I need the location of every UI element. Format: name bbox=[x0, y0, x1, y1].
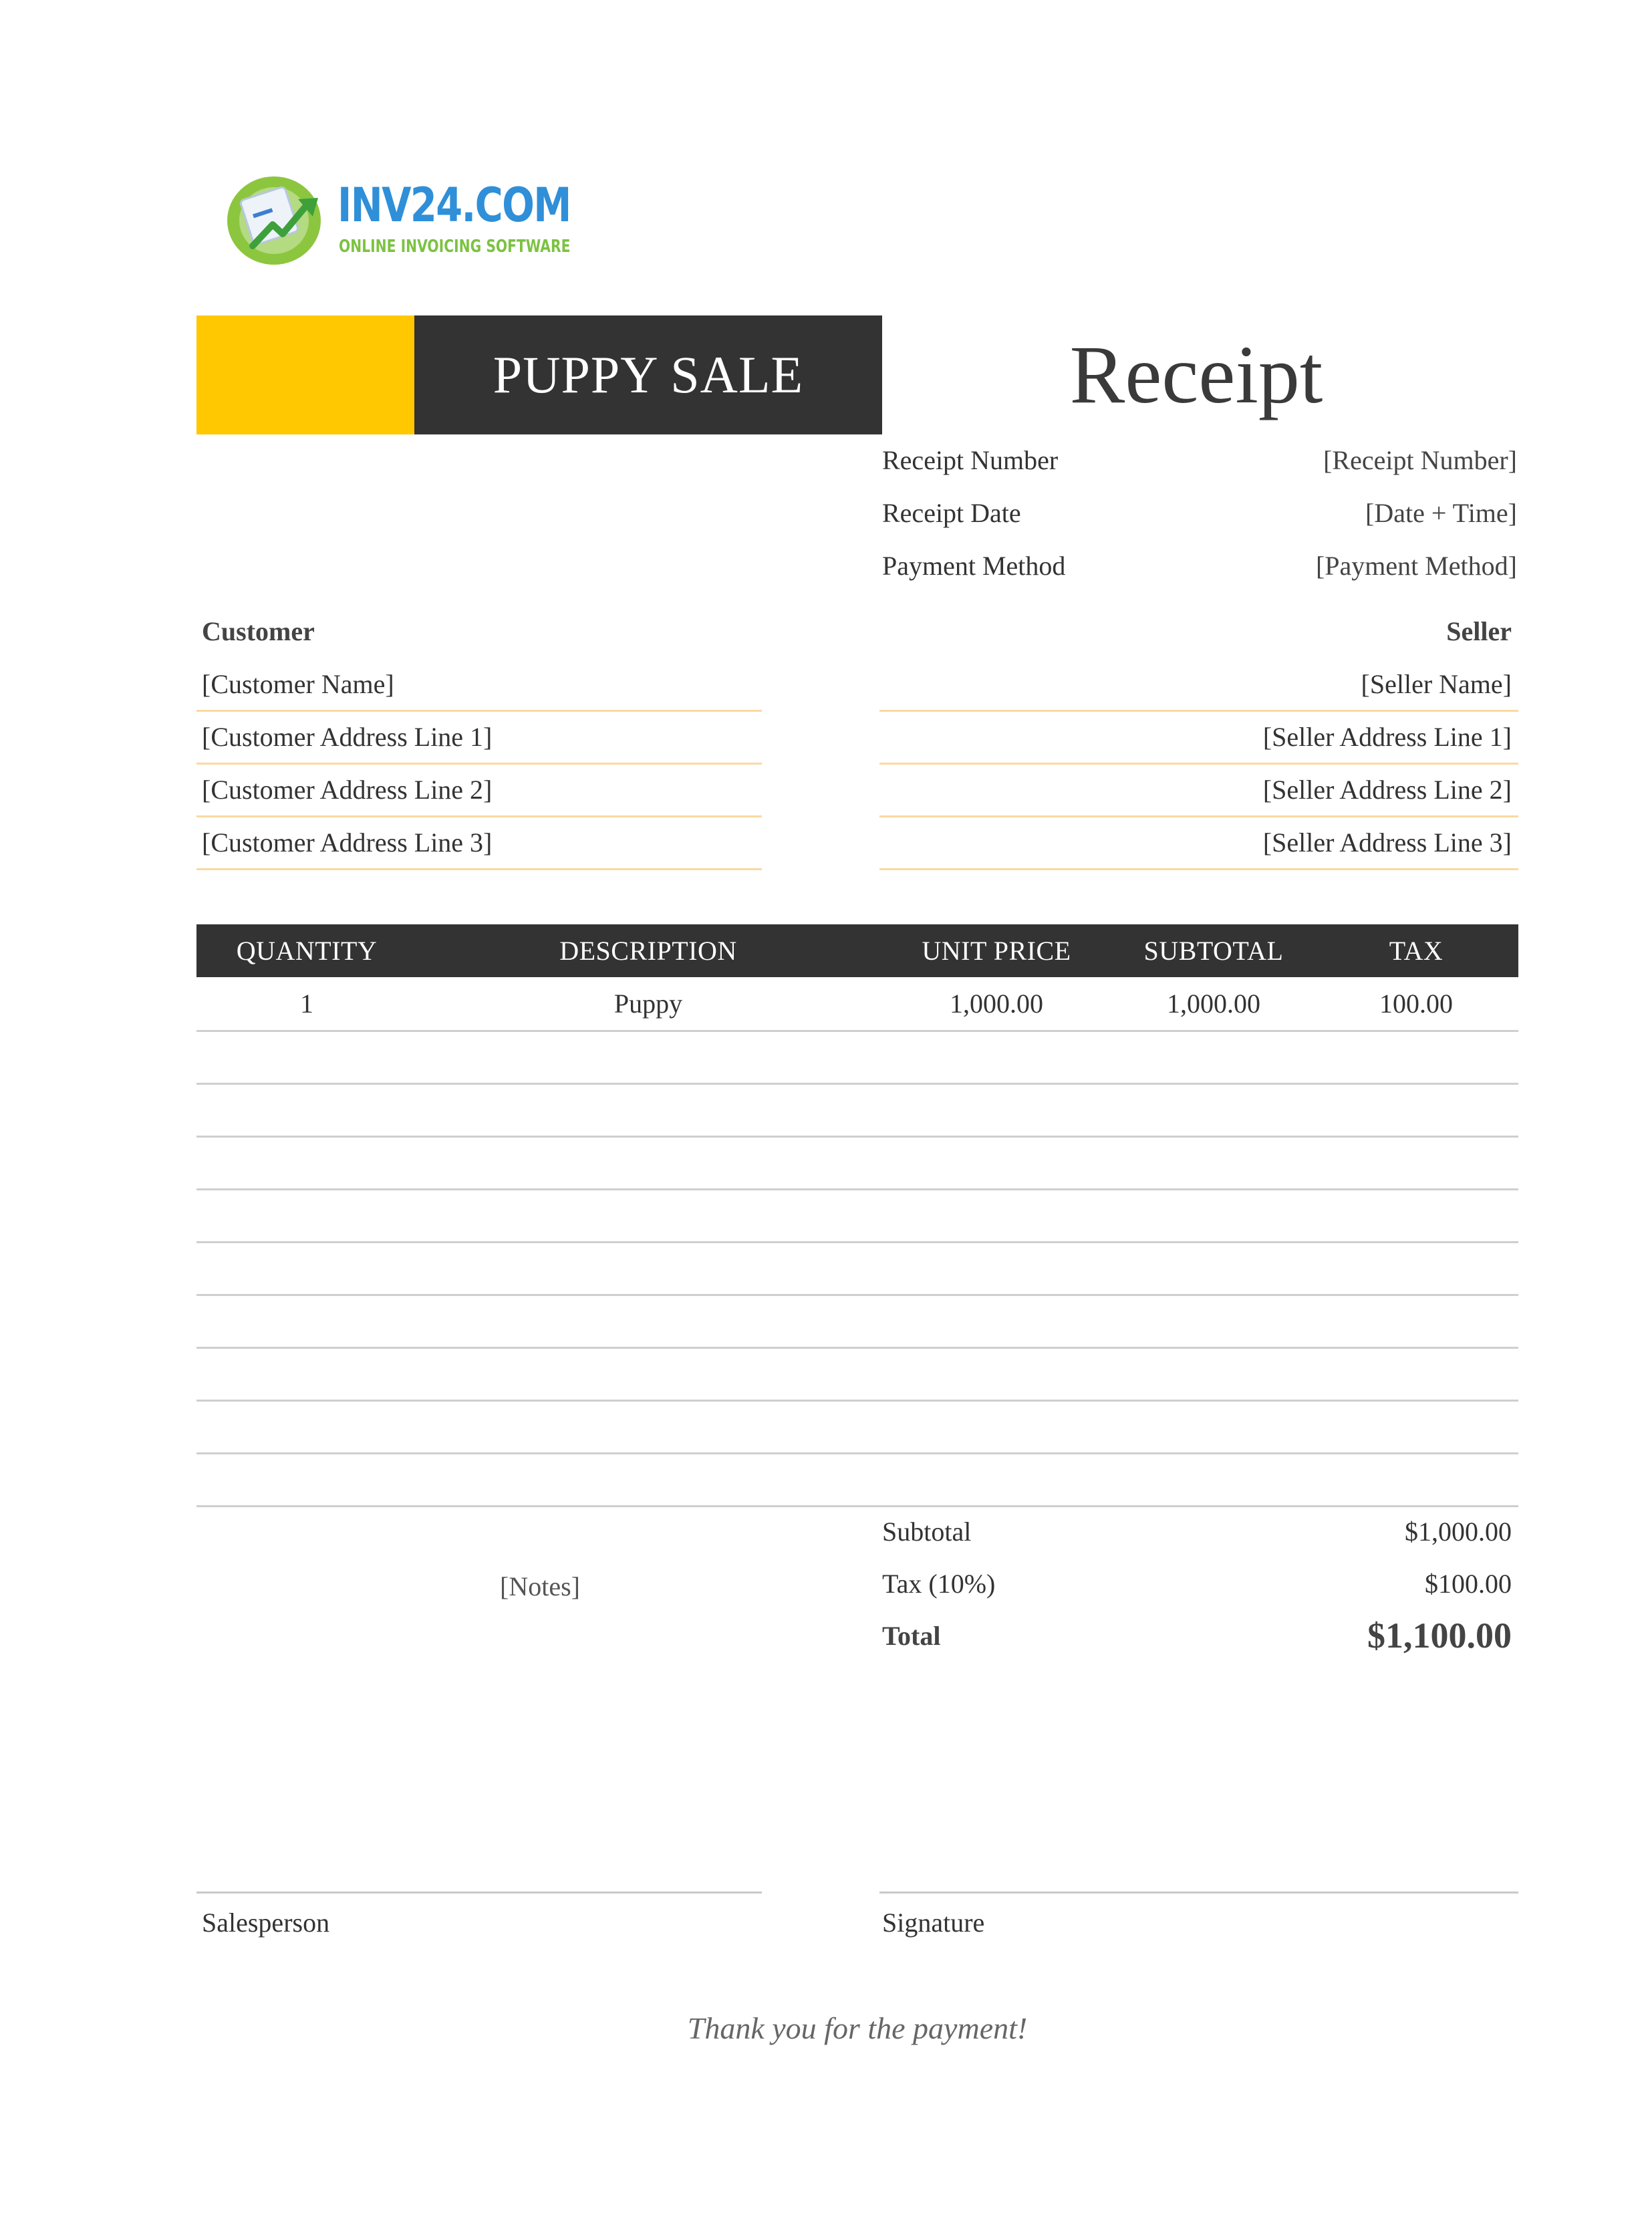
banner-text: PUPPY SALE bbox=[493, 346, 804, 404]
payment-method-value: [Payment Method] bbox=[1315, 551, 1517, 581]
notes: [Notes] bbox=[500, 1571, 580, 1601]
receipt-number-value: [Receipt Number] bbox=[1323, 445, 1517, 475]
tax-label: Tax (10%) bbox=[882, 1569, 996, 1599]
divider bbox=[879, 868, 1518, 870]
banner bbox=[414, 315, 882, 434]
customer-address-line-2: [Customer Address Line 2] bbox=[202, 775, 493, 805]
divider bbox=[196, 763, 762, 765]
payment-method-label: Payment Method bbox=[882, 551, 1066, 581]
seller-address-line-2: [Seller Address Line 2] bbox=[1262, 775, 1512, 805]
cell-quantity: 1 bbox=[300, 989, 313, 1019]
salesperson-line bbox=[196, 1892, 762, 1894]
divider bbox=[196, 868, 762, 870]
logo-subtitle: ONLINE INVOICING SOFTWARE bbox=[339, 237, 571, 257]
divider bbox=[196, 815, 762, 817]
thank-you-message: Thank you for the payment! bbox=[687, 2011, 1028, 2045]
subtotal-label: Subtotal bbox=[882, 1517, 972, 1547]
divider bbox=[879, 763, 1518, 765]
row-divider bbox=[196, 1030, 1518, 1032]
page-title: Receipt bbox=[1069, 329, 1323, 420]
logo-mark bbox=[226, 172, 326, 266]
subtotal-value: $1,000.00 bbox=[1405, 1517, 1512, 1547]
cell-unit-price: 1,000.00 bbox=[950, 989, 1043, 1019]
divider bbox=[879, 815, 1518, 817]
row-divider bbox=[196, 1505, 1518, 1507]
divider bbox=[196, 710, 762, 712]
seller-address-line-3: [Seller Address Line 3] bbox=[1262, 827, 1512, 858]
accent-block bbox=[196, 315, 414, 434]
divider bbox=[879, 710, 1518, 712]
signature-label: Signature bbox=[882, 1908, 985, 1938]
cell-subtotal: 1,000.00 bbox=[1167, 989, 1260, 1019]
logo-title: INV24.COM bbox=[337, 178, 571, 233]
cell-description: Puppy bbox=[613, 989, 683, 1019]
customer-address-line-3: [Customer Address Line 3] bbox=[202, 827, 493, 858]
row-divider bbox=[196, 1294, 1518, 1296]
receipt-date-label: Receipt Date bbox=[882, 498, 1021, 528]
row-divider bbox=[196, 1347, 1518, 1349]
customer-name: [Customer Name] bbox=[202, 669, 394, 699]
total-value: $1,100.00 bbox=[1367, 1615, 1512, 1656]
receipt-number-label: Receipt Number bbox=[882, 445, 1059, 475]
column-header-tax: TAX bbox=[1389, 936, 1443, 966]
column-header-quantity: QUANTITY bbox=[236, 936, 378, 966]
tax-value: $100.00 bbox=[1425, 1569, 1512, 1599]
column-header-subtotal: SUBTOTAL bbox=[1143, 936, 1284, 966]
column-header-unit-price: UNIT PRICE bbox=[922, 936, 1071, 966]
customer-heading: Customer bbox=[202, 616, 315, 646]
row-divider bbox=[196, 1452, 1518, 1454]
row-divider bbox=[196, 1083, 1518, 1085]
row-divider bbox=[196, 1241, 1518, 1243]
signature-line bbox=[879, 1892, 1518, 1894]
total-label: Total bbox=[882, 1621, 941, 1651]
seller-heading: Seller bbox=[1446, 616, 1512, 646]
row-divider bbox=[196, 1400, 1518, 1402]
row-divider bbox=[196, 1188, 1518, 1190]
receipt-date-value: [Date + Time] bbox=[1365, 498, 1517, 528]
seller-address-line-1: [Seller Address Line 1] bbox=[1262, 722, 1512, 752]
customer-address-line-1: [Customer Address Line 1] bbox=[202, 722, 493, 752]
column-header-description: DESCRIPTION bbox=[559, 936, 737, 966]
row-divider bbox=[196, 1136, 1518, 1138]
seller-name: [Seller Name] bbox=[1361, 669, 1512, 699]
salesperson-label: Salesperson bbox=[202, 1908, 330, 1938]
cell-tax: 100.00 bbox=[1379, 989, 1453, 1019]
